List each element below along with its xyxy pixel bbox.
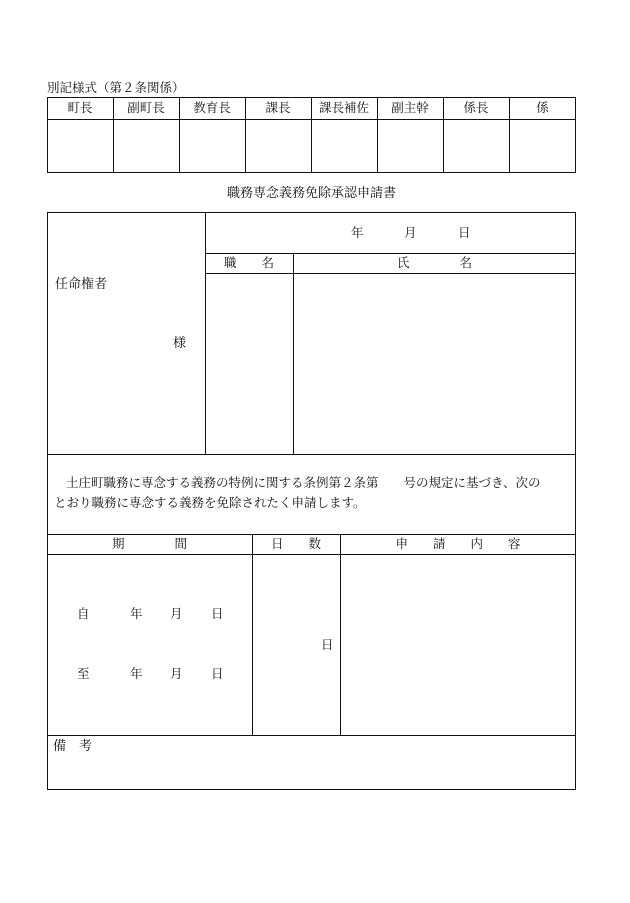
appointer-label: 任命権者 xyxy=(55,277,108,292)
days-header: 日 数 xyxy=(270,536,321,551)
date-day-label: 日 xyxy=(458,225,471,240)
content-header: 申 請 内 容 xyxy=(395,536,521,551)
name-header: 氏 名 xyxy=(396,255,472,270)
approval-header-assistant-chief: 課長補佐 xyxy=(318,100,369,115)
days-unit-label: 日 xyxy=(321,637,334,652)
date-year-label: 年 xyxy=(351,225,364,240)
post-header: 職 名 xyxy=(223,255,274,270)
approval-header-unit-chief: 係長 xyxy=(463,100,489,115)
form-label: 別記様式（第２条関係） xyxy=(47,80,185,95)
approval-header-deputy-manager: 副主幹 xyxy=(391,100,429,115)
remarks-label: 備 考 xyxy=(53,739,93,754)
period-to-month: 月 xyxy=(170,666,183,681)
period-from-label: 自 xyxy=(77,606,90,621)
approval-header-superintendent: 教育長 xyxy=(193,100,231,115)
period-from-year: 年 xyxy=(130,606,143,621)
period-from-day: 日 xyxy=(211,606,224,621)
date-month-label: 月 xyxy=(404,225,417,240)
period-from-month: 月 xyxy=(170,606,183,621)
statement-line-1: 土庄町職務に専念する義務の特例に関する条例第２条第 号の規定に基づき、次の xyxy=(66,475,541,490)
statement-line-2: とおり職務に専念する義務を免除されたく申請します。 xyxy=(54,495,366,510)
period-to-day: 日 xyxy=(211,666,224,681)
approval-header-staff: 係 xyxy=(536,100,549,115)
period-to-year: 年 xyxy=(130,666,143,681)
honorific-label: 様 xyxy=(173,336,187,351)
period-to-label: 至 xyxy=(77,666,90,681)
approval-header-section-chief: 課長 xyxy=(265,100,291,115)
period-header: 期 間 xyxy=(111,536,187,551)
approval-header-deputy-mayor: 副町長 xyxy=(127,100,165,115)
document-title: 職務専念義務免除承認申請書 xyxy=(226,186,396,201)
approval-header-mayor: 町長 xyxy=(67,100,93,115)
